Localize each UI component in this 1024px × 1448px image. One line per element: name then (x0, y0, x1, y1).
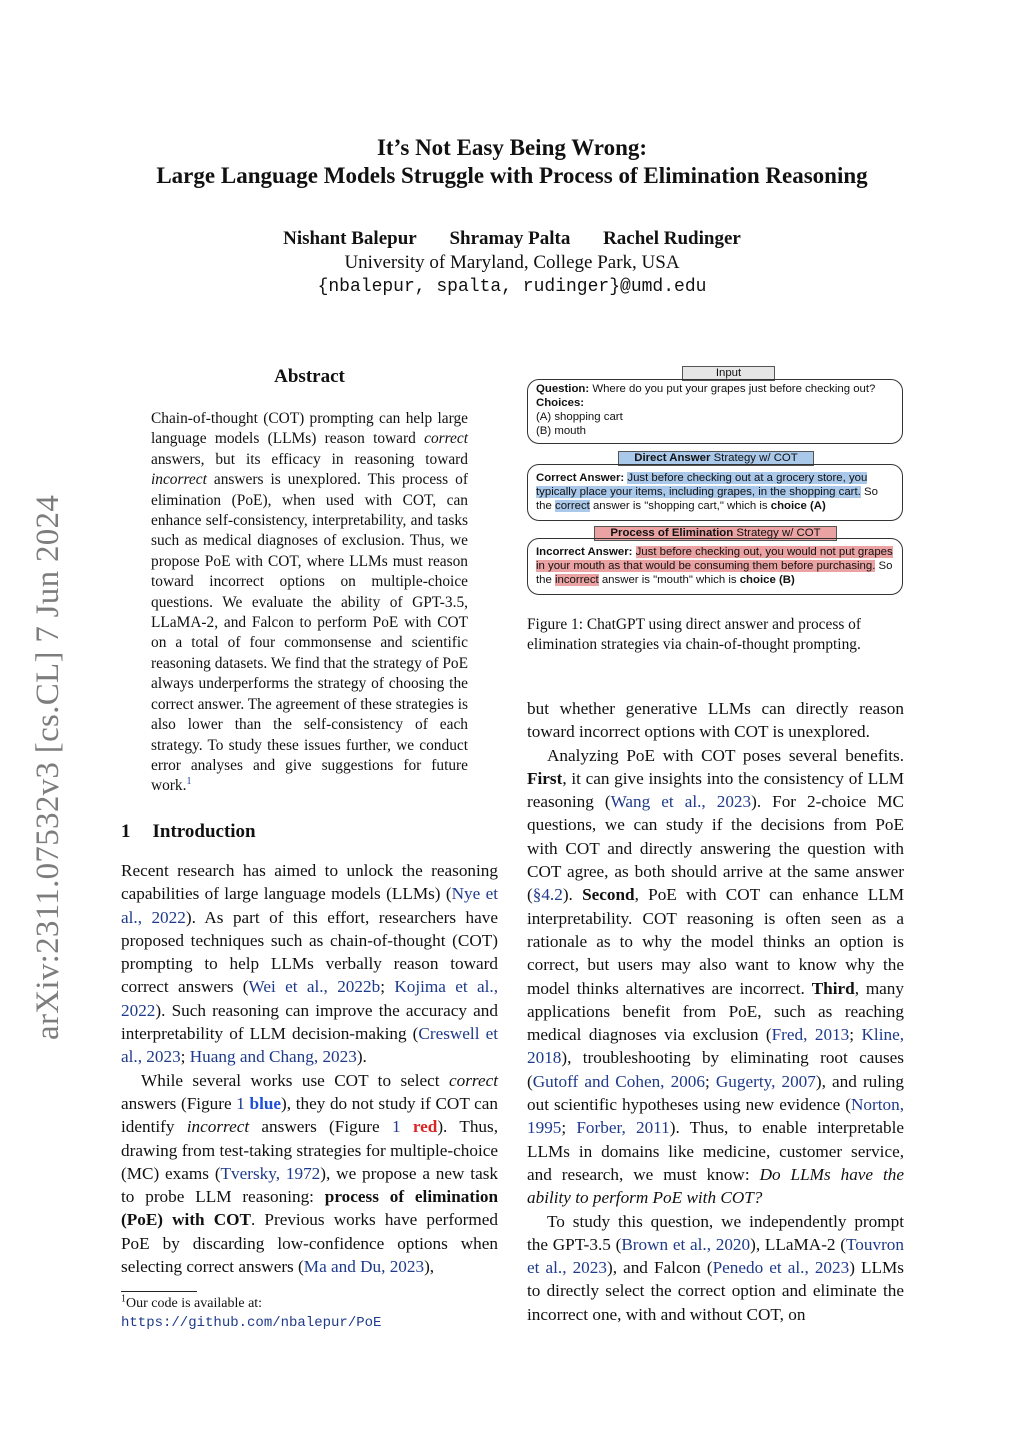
title-line-1: It’s Not Easy Being Wrong: (376, 135, 648, 160)
citation-link[interactable]: Gugerty, 2007 (715, 1071, 816, 1091)
poe-tag: Process of Elimination Strategy w/ COT (594, 526, 837, 541)
footnote-rule (121, 1291, 197, 1292)
section-heading-introduction: 1 Introduction (121, 821, 256, 842)
author-name: Shramay Palta (449, 228, 571, 249)
code-url-link[interactable]: https://github.com/nbalepur/PoE (121, 1314, 382, 1331)
footnote: $^1$Our code is available at: https://github.com/nbalepur/PoE (121, 1293, 382, 1331)
citation-link[interactable]: Forber, 2011 (576, 1118, 670, 1138)
abstract-text: Chain-of-thought (COT) prompting can help large language models (LLMs) reason toward correct answers, but its efficacy in reasoning toward incorrect answers is unexplored. This process of elimination (PoE), when used with COT, can enhance self-consistency, interpretability, and tasks such as medical diagnoses of exclusion. Thus, we propose PoE with COT, where LLMs must reason toward incorrect options on multiple-choice questions. We evaluate the ability of GPT-3.5, LLaMA-2, and Falcon to perform PoE with COT on a total of four commonsense and scientific reasoning datasets. We find that the strategy of PoE always underperforms the strategy of choosing the correct answer. The agreement of these strategies is also lower than the self-consistency of each strategy. To study these issues further, we conduct error analyses and give suggestions for future work.$^1$ (151, 410, 468, 795)
paper-title (0, 134, 1024, 190)
author-block (0, 227, 1024, 299)
input-tag: Input (682, 366, 775, 381)
citation-link[interactable]: Norton, 1995 (527, 1095, 904, 1138)
choice-b: (B) mouth (536, 425, 587, 437)
author-name: Rachel Rudinger (603, 228, 741, 249)
citation-link[interactable]: Nye et al., 2022 (121, 884, 498, 927)
citation-link[interactable]: Huang and Chang, 2023 (189, 1047, 357, 1067)
direct-answer-tag: Direct Answer Strategy w/ COT (618, 451, 814, 466)
arxiv-identifier: arXiv:2311.07532v3 [cs.CL] 7 Jun 2024 (30, 494, 66, 1040)
author-names (0, 227, 1024, 251)
abstract-heading: Abstract (274, 366, 345, 387)
paragraph: Recent research has aimed to unlock the reasoning capabilities of large language models (LLMs) (Nye et al., 2022). As part of this effort, researchers have proposed techniques such as chain-of-thought (COT) prompting to help LLMs verbally reason toward correct answers (Wei et al., 2022b; Kojima et al., 2022). Such reasoning can improve the accuracy and interpretability of LLM decision-making (Creswell et al., 2023; Huang and Chang, 2023). (121, 861, 498, 1067)
section-ref-link[interactable]: §4.2 (532, 885, 563, 905)
incorrect-answer-box: Incorrect Answer: Just before checking out, you would not put grapes in your mouth as that would be consuming them before purchasing. So the incorrect answer is "mouth" which is choice (B) (527, 538, 903, 595)
left-column-body (121, 859, 498, 1278)
author-name: Nishant Balepur (283, 228, 417, 249)
paragraph: To study this question, we independently prompt the GPT-3.5 (Brown et al., 2020), LLaMA-2 (Touvron et al., 2023), and Falcon (Penedo et al., 2023) LLMs to directly select the correct option and eliminate the incorrect one, with and without COT, on (527, 1211, 904, 1324)
citation-link[interactable]: Creswell et al., 2023 (121, 1024, 498, 1067)
citation-link[interactable]: Penedo et al., 2023 (712, 1258, 850, 1278)
figure-ref-link[interactable]: 1 (236, 1093, 245, 1113)
paragraph: but whether generative LLMs can directly reason toward incorrect options with COT is unexplored. (527, 699, 904, 742)
citation-link[interactable]: Wei et al., 2022b (248, 977, 381, 997)
figure-1 (527, 366, 904, 606)
citation-link[interactable]: Kline, 2018 (527, 1025, 904, 1068)
citation-link[interactable]: Gutoff and Cohen, 2006 (532, 1071, 705, 1091)
right-column-body (527, 697, 904, 1326)
citation-link[interactable]: Kojima et al., 2022 (121, 977, 498, 1020)
citation-link[interactable]: Brown et al., 2020 (621, 1234, 751, 1254)
paragraph: Analyzing PoE with COT poses several benefits. First, it can give insights into the consistency of LLM reasoning (Wang et al., 2023). For 2-choice MC questions, we can study if the decisions from PoE with COT and directly answering the question with COT agree, as both should arrive at the same answer (§4.2). Second, PoE with COT can enhance LLM interpretability. COT reasoning is often seen as a rationale as to why the model thinks an option is correct, but users may also want to know why the model thinks alternatives are incorrect. Third, many applications benefit from PoE, such as reaching medical diagnoses via exclusion (Fred, 2013; Kline, 2018), troubleshooting by eliminating root causes (Gutoff and Cohen, 2006; Gugerty, 2007), and ruling out scientific hypotheses using new evidence (Norton, 1995; Forber, 2011). Thus, to enable interpretable LLMs in domains like medicine, customer service, and research, we must know: Do LLMs have the ability to perform PoE with COT? (527, 745, 904, 1208)
author-emails: {nbalepur, spalta, rudinger}@umd.edu (317, 277, 707, 297)
citation-link[interactable]: Tversky, 1972 (220, 1163, 321, 1183)
input-box: Question: Where do you put your grapes just before checking out? Choices: (A) shopping cart (B) mouth (527, 379, 903, 444)
citation-link[interactable]: Ma and Du, 2023 (303, 1257, 425, 1277)
footnote-marker[interactable]: 1 (186, 776, 192, 788)
figure-ref-link[interactable]: 1 (391, 1117, 401, 1137)
citation-link[interactable]: Touvron et al., 2023 (527, 1234, 904, 1278)
citation-link[interactable]: Wang et al., 2023 (610, 792, 752, 812)
choice-a: (A) shopping cart (536, 411, 623, 423)
citation-link[interactable]: Fred, 2013 (771, 1025, 850, 1045)
paragraph: While several works use COT to select correct answers (Figure 1 blue), they do not study if COT can identify incorrect answers (Figure 1 red). Thus, drawing from test-taking strategies for multiple-choice (MC) exams (Tversky, 1972), we propose a new task to probe LLM reasoning: process of elimination (PoE) with COT. Previous works have performed PoE by discarding low-confidence options when selecting correct answers (Ma and Du, 2023), (121, 1070, 499, 1277)
title-line-2: Large Language Models Struggle with Process of Elimination Reasoning (156, 163, 868, 188)
figure-caption: Figure 1: ChatGPT using direct answer and process of elimination strategies via chain-of-thought prompting. (527, 616, 861, 654)
correct-answer-box: Correct Answer: Just before checking out at a grocery store, you typically place your items, including grapes, in the shopping cart. So the correct answer is "shopping cart," which is choice (A) (527, 464, 903, 521)
affiliation: University of Maryland, College Park, USA (344, 252, 680, 273)
